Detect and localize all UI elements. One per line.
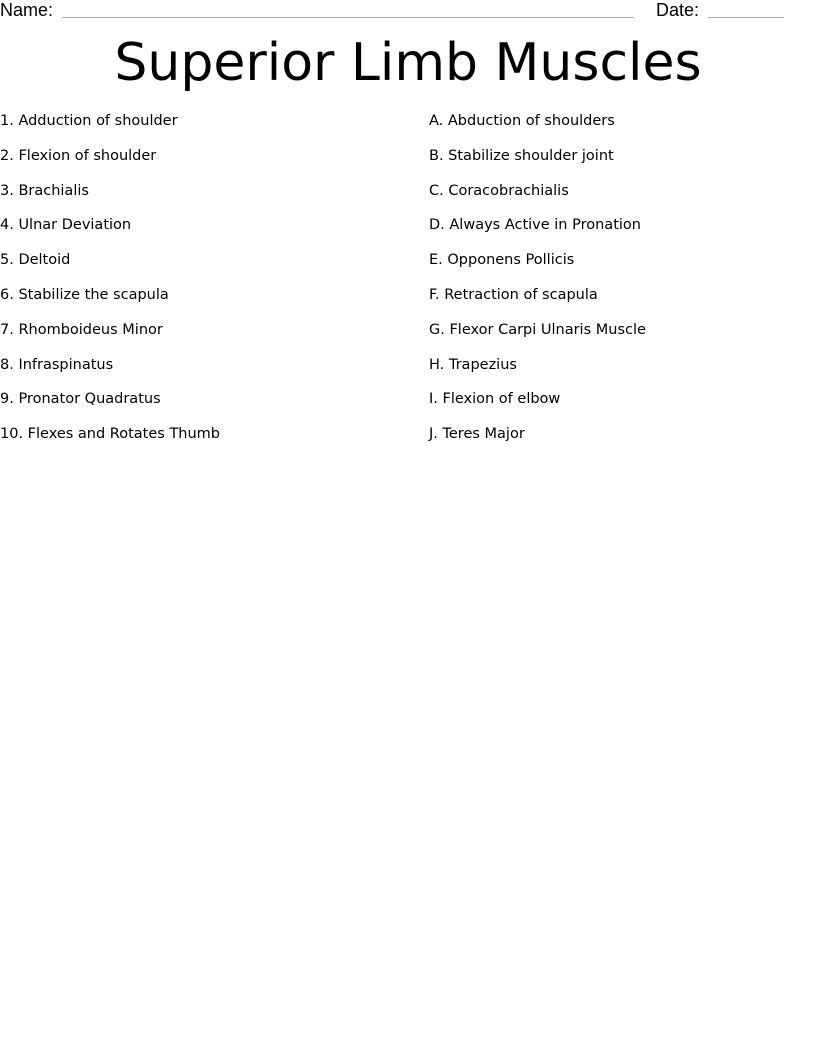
- term-item: 7. Rhomboideus Minor: [0, 321, 163, 338]
- name-blank-line[interactable]: [62, 17, 634, 18]
- term-item: 10. Flexes and Rotates Thumb: [0, 426, 221, 443]
- definition-item: E. Opponens Pollicis: [429, 252, 575, 269]
- term-item: 2. Flexion of shoulder: [0, 147, 157, 164]
- definition-item: H. Trapezius: [429, 356, 517, 373]
- term-item: 6. Stabilize the scapula: [0, 286, 169, 303]
- definition-item: D. Always Active in Pronation: [429, 217, 641, 234]
- name-label: Name:: [0, 0, 54, 20]
- definition-item: B. Stabilize shoulder joint: [429, 147, 614, 164]
- definition-item: J. Teres Major: [429, 426, 525, 443]
- terms-list: [0, 104, 420, 452]
- term-item: 8. Infraspinatus: [0, 356, 114, 373]
- definition-item: I. Flexion of elbow: [429, 391, 561, 408]
- term-item: 1. Adduction of shoulder: [0, 113, 178, 129]
- date-label: Date:: [656, 0, 700, 20]
- definition-item: F. Retraction of scapula: [429, 286, 598, 303]
- term-item: 9. Pronator Quadratus: [0, 391, 161, 408]
- term-item: 5. Deltoid: [0, 252, 71, 269]
- date-blank-line[interactable]: [708, 17, 784, 18]
- definition-item: A. Abduction of shoulders: [429, 113, 615, 129]
- definition-item: C. Coracobrachialis: [429, 182, 569, 199]
- definition-item: G. Flexor Carpi Ulnaris Muscle: [429, 321, 646, 338]
- page-title: Superior Limb Muscles: [114, 33, 702, 93]
- definitions-list: [429, 104, 809, 452]
- worksheet-header: [0, 0, 816, 24]
- term-item: 4. Ulnar Deviation: [0, 217, 132, 234]
- term-item: 3. Brachialis: [0, 182, 89, 199]
